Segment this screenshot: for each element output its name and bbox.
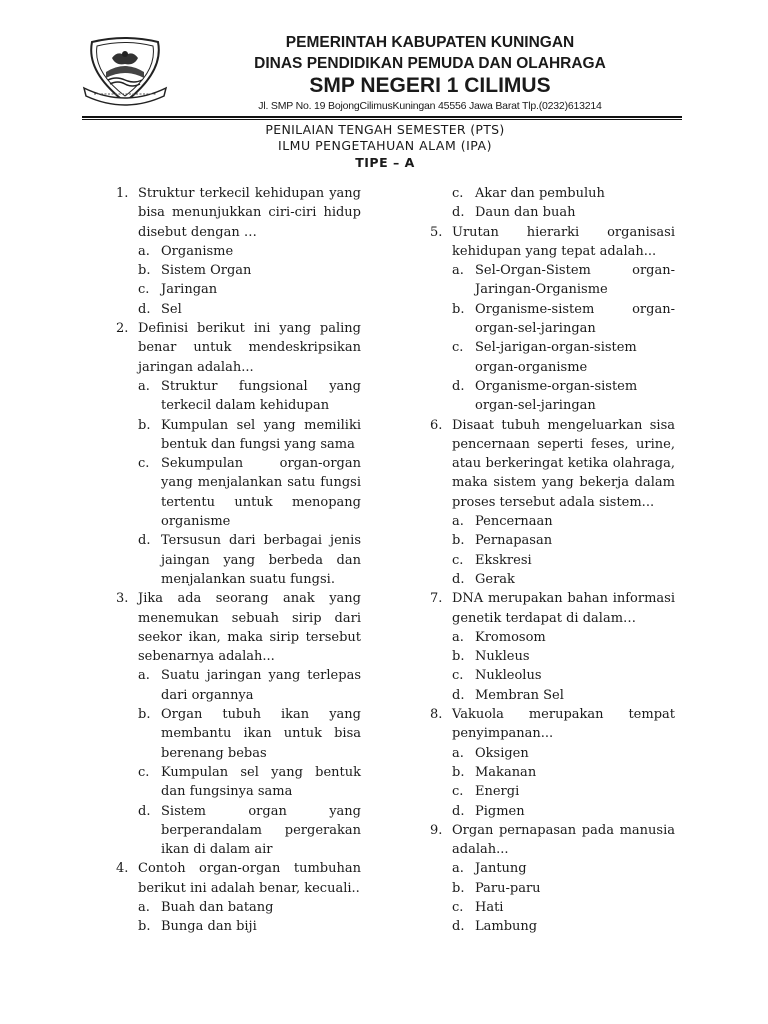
answer-option (430, 551, 675, 570)
question-text: Contoh organ-organ tumbuhan berikut ini adalah benar, kecuali.. (138, 861, 361, 896)
exam-subject: ILMU PENGETAHUAN ALAM (IPA) (278, 138, 492, 153)
option-text: Pigmen (475, 803, 525, 819)
option-letter: a. (452, 745, 464, 761)
answer-option (116, 898, 361, 917)
option-letter: a. (452, 514, 464, 530)
option-letter: a. (138, 243, 150, 259)
option-letter: c. (452, 186, 464, 201)
answer-option (116, 763, 361, 802)
answer-option (116, 802, 361, 860)
option-text: Suatu jaringan yang terlepas dari organnya (161, 668, 361, 703)
question-number: 6. (430, 417, 443, 433)
option-text: Membran Sel (475, 687, 564, 703)
question-item (430, 416, 675, 512)
exam-type: TIPE – A (355, 155, 415, 170)
question-number: 4. (116, 861, 129, 877)
option-text: Gerak (475, 571, 515, 587)
option-text: Sel-jarigan-organ-sistem organ-organisme (475, 340, 637, 375)
answer-option (430, 512, 675, 531)
question-text: Vakuola merupakan tempat penyimpanan... (452, 707, 675, 742)
option-letter: d. (452, 378, 465, 394)
option-letter: b. (452, 880, 465, 896)
answer-option (430, 898, 675, 917)
answer-option (430, 782, 675, 801)
answer-option (430, 802, 675, 821)
option-letter: c. (138, 764, 150, 780)
answer-option (116, 705, 361, 763)
answer-option (430, 338, 675, 377)
option-text: Hati (475, 899, 504, 915)
option-text: Organisme-organ-sistem organ-sel-jaringan (475, 378, 638, 414)
option-letter: b. (138, 707, 151, 723)
question-text: Organ pernapasan pada manusia adalah... (452, 822, 675, 858)
option-text: Sel-Organ-Sistem organ-Jaringan-Organisme (475, 263, 675, 298)
answer-option (116, 666, 361, 705)
question-item (430, 705, 675, 744)
answer-option (430, 570, 675, 589)
answer-option (116, 242, 361, 261)
option-letter: a. (138, 668, 150, 684)
option-text: Pernapasan (475, 533, 553, 549)
option-letter: c. (452, 668, 464, 684)
answer-option (116, 377, 361, 416)
header-divider-thin (82, 119, 682, 120)
option-letter: a. (452, 861, 464, 877)
question-item (116, 859, 361, 898)
option-text: Paru-paru (475, 880, 541, 896)
question-number: 9. (430, 822, 443, 838)
answer-option (430, 628, 675, 647)
option-text: Sistem organ yang berperandalam pergerakan ikan di dalam air (161, 803, 361, 858)
option-text: Pencernaan (475, 514, 553, 530)
option-letter: b. (138, 417, 151, 433)
answer-option (430, 859, 675, 878)
question-number: 7. (430, 591, 443, 607)
option-text: Struktur fungsional yang terkecil dalam kehidupan (161, 378, 361, 414)
option-letter: a. (452, 263, 464, 279)
header-department: DINAS PENDIDIKAN PEMUDA DAN OLAHRAGA (254, 55, 606, 72)
question-text: Urutan hierarki organisasi kehidupan yang tepat adalah... (452, 224, 675, 259)
option-letter: d. (452, 919, 465, 935)
option-text: Makanan (475, 764, 537, 780)
option-text: Tersusun dari berbagai jenis jaingan yang berbeda dan menjalankan suatu fungsi. (161, 533, 361, 587)
option-text: Kumpulan sel yang memiliki bentuk dan fungsi yang sama (161, 417, 361, 452)
question-number: 2. (116, 321, 129, 337)
option-text: Jantung (475, 861, 527, 877)
option-text: Ekskresi (475, 552, 532, 568)
answer-option (430, 300, 675, 339)
answer-option (430, 686, 675, 705)
option-letter: b. (452, 301, 465, 317)
option-text: Nukleus (475, 649, 530, 665)
option-text: Organisme (161, 243, 234, 259)
answer-option (430, 744, 675, 763)
kuningan-regency-emblem-icon (82, 36, 168, 106)
option-letter: d. (452, 803, 465, 819)
option-letter: b. (452, 649, 465, 665)
option-letter: c. (138, 456, 150, 472)
school-address: Jl. SMP No. 19 BojongCilimusKuningan 45556 Jawa Barat Tlp.(0232)613214 (258, 100, 602, 112)
question-item (430, 821, 675, 860)
option-letter: b. (138, 263, 151, 279)
option-letter: d. (138, 803, 151, 819)
option-letter: b. (452, 533, 465, 549)
option-text: Energi (475, 784, 520, 800)
option-text: Buah dan batang (161, 899, 274, 915)
question-text: Struktur terkecil kehidupan yang bisa menunjukkan ciri-ciri hidup disebut dengan … (138, 186, 361, 240)
question-item (116, 589, 361, 666)
question-column-left (116, 184, 361, 937)
option-text: Daun dan buah (475, 205, 576, 221)
option-letter: c. (452, 784, 464, 800)
question-item (430, 223, 675, 262)
option-letter: d. (138, 301, 151, 317)
option-text: Bunga dan biji (161, 919, 257, 935)
answer-option (430, 879, 675, 898)
answer-option (116, 416, 361, 455)
question-item (430, 589, 675, 628)
option-text: Organ tubuh ikan yang membantu ikan untuk bisa berenang bebas (161, 707, 361, 761)
answer-option (430, 261, 675, 300)
exam-title: PENILAIAN TENGAH SEMESTER (PTS) (265, 122, 505, 137)
answer-option (430, 184, 675, 203)
answer-option (430, 531, 675, 550)
answer-option (430, 917, 675, 936)
header-government: PEMERINTAH KABUPATEN KUNINGAN (285, 34, 575, 51)
option-letter: d. (138, 533, 151, 549)
answer-option (430, 763, 675, 782)
question-text: DNA merupakan bahan informasi genetik terdapat di dalam… (452, 591, 675, 626)
question-number: 8. (430, 707, 443, 723)
option-letter: c. (452, 552, 464, 568)
question-text: Disaat tubuh mengeluarkan sisa pencernaan seperti feses, urine, atau berkeringat ketika olahraga, maka sistem yang bekerja dalam proses tersebut adala sistem... (452, 417, 675, 510)
option-letter: c. (452, 340, 464, 356)
answer-option (116, 917, 361, 936)
option-text: Akar dan pembuluh (475, 186, 605, 201)
question-number: 1. (116, 186, 129, 201)
answer-option (116, 300, 361, 319)
header-divider-thick (82, 116, 682, 118)
option-letter: b. (138, 919, 151, 935)
option-letter: b. (452, 764, 465, 780)
answer-option (116, 280, 361, 299)
answer-option (116, 454, 361, 531)
option-letter: d. (452, 687, 465, 703)
school-name: SMP NEGERI 1 CILIMUS (309, 74, 551, 97)
option-text: Kumpulan sel yang bentuk dan fungsinya sama (161, 764, 361, 800)
question-number: 3. (116, 591, 129, 607)
option-letter: c. (138, 282, 150, 298)
answer-option (430, 377, 675, 416)
option-text: Lambung (475, 919, 538, 935)
option-letter: a. (452, 629, 464, 645)
answer-option (430, 647, 675, 666)
answer-option (430, 203, 675, 222)
option-text: Organisme-sistem organ-organ-sel-jaringan (475, 301, 675, 337)
option-text: Kromosom (475, 629, 546, 645)
question-column-right (430, 184, 675, 937)
option-letter: d. (452, 205, 465, 221)
option-letter: c. (452, 899, 464, 915)
answer-option (116, 261, 361, 280)
option-letter: a. (138, 899, 150, 915)
question-text: Jika ada seorang anak yang menemukan sebuah sirip dari seekor ikan, maka sirip tersebut sebenarnya adalah... (138, 591, 361, 665)
question-item (116, 184, 361, 242)
question-text: Definisi berikut ini yang paling benar untuk mendeskripsikan jaringan adalah... (138, 321, 361, 375)
option-text: Nukleolus (475, 668, 542, 684)
option-text: Sistem Organ (161, 263, 252, 279)
option-text: Jaringan (161, 282, 218, 298)
option-text: Sel (161, 301, 182, 317)
option-text: Oksigen (475, 745, 529, 761)
question-item (116, 319, 361, 377)
answer-option (116, 531, 361, 589)
letterhead (0, 0, 768, 120)
option-letter: d. (452, 571, 465, 587)
option-text: Sekumpulan organ-organ yang menjalankan satu fungsi tertentu untuk menopang organisme (161, 456, 361, 530)
option-letter: a. (138, 378, 150, 394)
answer-option (430, 666, 675, 685)
question-number: 5. (430, 224, 443, 240)
